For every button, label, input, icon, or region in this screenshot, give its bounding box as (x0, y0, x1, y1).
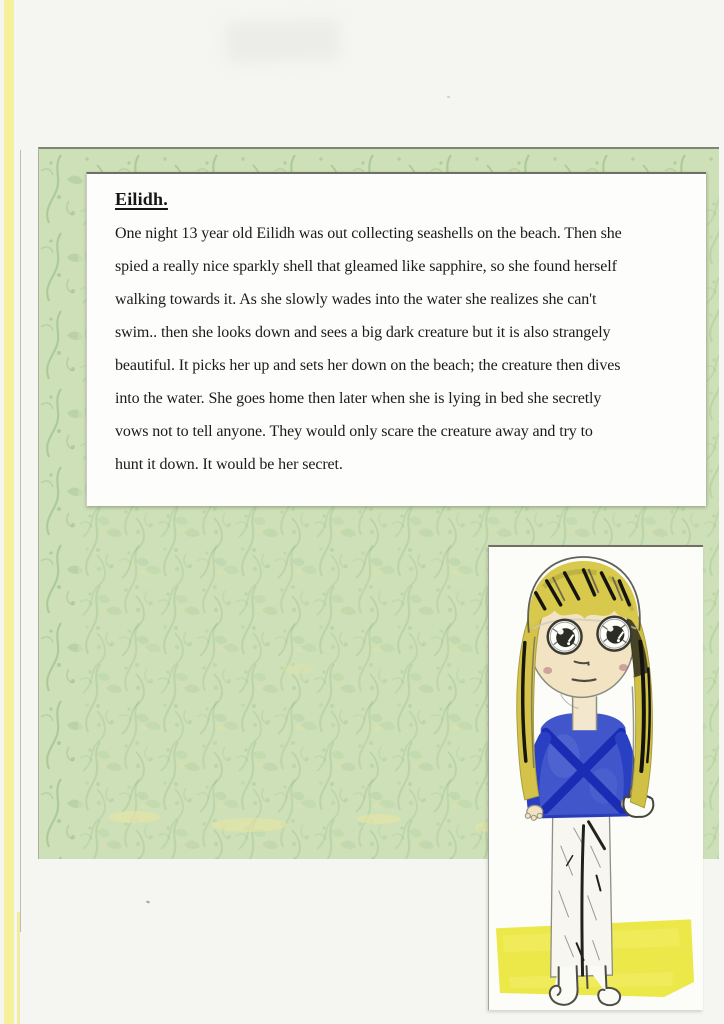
story-line: vows not to tell anyone. They would only scare the creature away and try to (115, 423, 593, 440)
scan-bleedthrough-mark (224, 18, 340, 64)
girl-drawing (489, 547, 703, 1010)
story-line: walking towards it. As she slowly wades into the water she realizes she can't (115, 291, 597, 308)
yellow-binding-strip (4, 0, 14, 1024)
right-eye (597, 617, 631, 651)
story-line: into the water. She goes home then later when she is lying in bed she secretly (115, 390, 602, 407)
story-line: swim.. then she looks down and sees a big dark creature but it is also strangely (115, 324, 611, 341)
left-eye (548, 620, 582, 654)
story-line: hunt it down. It would be her secret. (115, 456, 343, 473)
story-text-panel (86, 172, 706, 506)
underlying-sheet-edge (20, 150, 21, 932)
drawing-panel (488, 545, 703, 1010)
story-line: beautiful. It picks her up and sets her down on the beach; the creature then dives (115, 357, 621, 374)
story-line: One night 13 year old Eilidh was out collecting seashells on the beach. Then she (115, 225, 622, 242)
story-line: spied a really nice sparkly shell that gleamed like sapphire, so she found herself (115, 258, 617, 275)
scan-speck (447, 96, 450, 98)
neck (573, 694, 597, 730)
scan-speck (146, 900, 150, 903)
story-title: Eilidh. (115, 189, 168, 209)
